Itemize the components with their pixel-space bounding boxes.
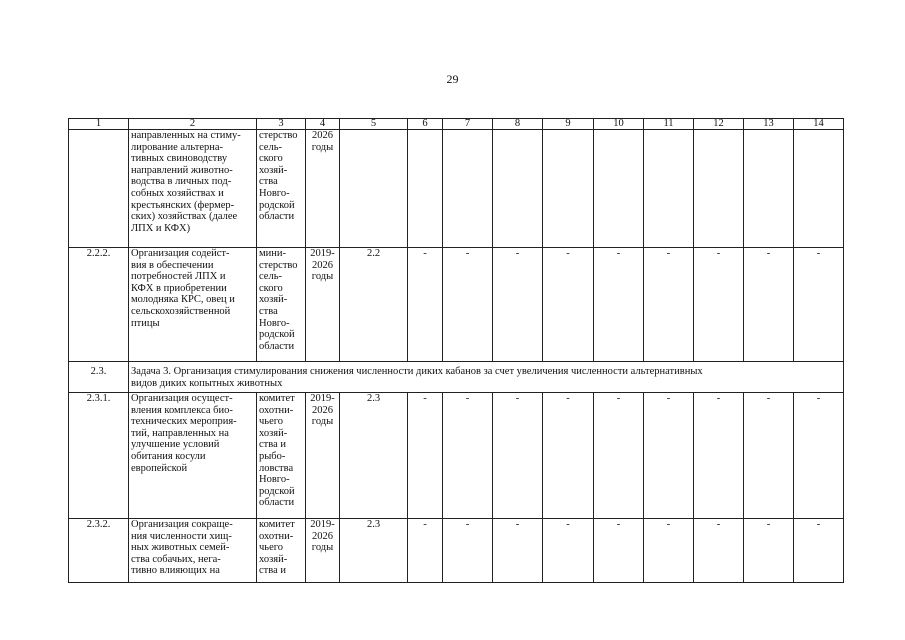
row-number: 2.3.1.	[69, 393, 129, 519]
activity-cell: направленных на стиму- лирование альтерна- тивных свиноводству направлений животно- водства в личных под- собных хозяйствах и крестьянских (фермер- ских) хозяйствах (далее ЛПХ и КФХ)	[129, 130, 257, 248]
value-cell: -	[694, 519, 744, 583]
value-cell: -	[594, 248, 644, 362]
header-cell: 4	[306, 119, 340, 130]
period-cell: 2019- 2026 годы	[306, 248, 340, 362]
value-cell: -	[493, 248, 543, 362]
task-heading: Задача 3. Организация стимулирования снижения численности диких кабанов за счет увеличения численности альтернативных видов диких копытных животных	[129, 362, 844, 393]
header-cell: 12	[694, 119, 744, 130]
value-cell: -	[594, 519, 644, 583]
activity-cell: Организация осущест- вления комплекса био- технических мероприя- тий, направленных на улучшение условий обитания косули европейской	[129, 393, 257, 519]
value-cell	[493, 130, 543, 248]
table-row	[69, 393, 844, 519]
header-row	[69, 119, 844, 130]
header-cell: 3	[257, 119, 306, 130]
task-row	[69, 362, 844, 393]
header-cell: 14	[794, 119, 844, 130]
value-cell: -	[408, 248, 443, 362]
target-cell: 2.3	[340, 519, 408, 583]
header-cell: 9	[543, 119, 594, 130]
value-cell: -	[794, 248, 844, 362]
executor-cell: комитет охотни- чьего хозяй- ства и	[257, 519, 306, 583]
value-cell: -	[408, 393, 443, 519]
value-cell: -	[443, 519, 493, 583]
header-cell: 13	[744, 119, 794, 130]
period-cell: 2019- 2026 годы	[306, 519, 340, 583]
row-number: 2.2.2.	[69, 248, 129, 362]
activity-cell: Организация содейст- вия в обеспечении потребностей ЛПХ и КФХ в приобретении молодняка КРС, овец и сельскохозяйственной птицы	[129, 248, 257, 362]
value-cell: -	[543, 393, 594, 519]
executor-cell: стерство сель- ского хозяй- ства Новго- родской области	[257, 130, 306, 248]
value-cell: -	[594, 393, 644, 519]
target-cell	[340, 130, 408, 248]
value-cell: -	[744, 393, 794, 519]
value-cell: -	[644, 393, 694, 519]
value-cell: -	[644, 519, 694, 583]
executor-cell: комитет охотни- чьего хозяй- ства и рыбо- ловства Новго- родской области	[257, 393, 306, 519]
value-cell: -	[644, 248, 694, 362]
value-cell: -	[694, 248, 744, 362]
target-cell: 2.2	[340, 248, 408, 362]
target-cell: 2.3	[340, 393, 408, 519]
value-cell: -	[744, 519, 794, 583]
period-cell: 2019- 2026 годы	[306, 393, 340, 519]
period-cell: 2026 годы	[306, 130, 340, 248]
header-cell: 5	[340, 119, 408, 130]
header-cell: 10	[594, 119, 644, 130]
value-cell: -	[493, 519, 543, 583]
header-cell: 6	[408, 119, 443, 130]
value-cell	[408, 130, 443, 248]
value-cell	[794, 130, 844, 248]
value-cell: -	[443, 248, 493, 362]
value-cell	[694, 130, 744, 248]
value-cell: -	[543, 248, 594, 362]
value-cell	[744, 130, 794, 248]
header-cell: 7	[443, 119, 493, 130]
header-cell: 2	[129, 119, 257, 130]
activity-cell: Организация сокраще- ния численности хищ- ных животных семей- ства собачьих, нега- тивно влияющих на	[129, 519, 257, 583]
table-row	[69, 130, 844, 248]
row-number: 2.3.2.	[69, 519, 129, 583]
value-cell: -	[408, 519, 443, 583]
value-cell: -	[694, 393, 744, 519]
value-cell	[543, 130, 594, 248]
value-cell: -	[443, 393, 493, 519]
value-cell	[594, 130, 644, 248]
value-cell: -	[744, 248, 794, 362]
executor-cell: мини- стерство сель- ского хозяй- ства Новго- родской области	[257, 248, 306, 362]
value-cell: -	[493, 393, 543, 519]
value-cell: -	[543, 519, 594, 583]
program-table	[68, 118, 844, 583]
table-row	[69, 248, 844, 362]
value-cell: -	[794, 519, 844, 583]
header-cell: 1	[69, 119, 129, 130]
value-cell	[443, 130, 493, 248]
header-cell: 11	[644, 119, 694, 130]
row-number	[69, 130, 129, 248]
header-cell: 8	[493, 119, 543, 130]
page-number: 29	[446, 72, 459, 86]
row-number: 2.3.	[69, 362, 129, 393]
value-cell: -	[794, 393, 844, 519]
value-cell	[644, 130, 694, 248]
table-row	[69, 519, 844, 583]
